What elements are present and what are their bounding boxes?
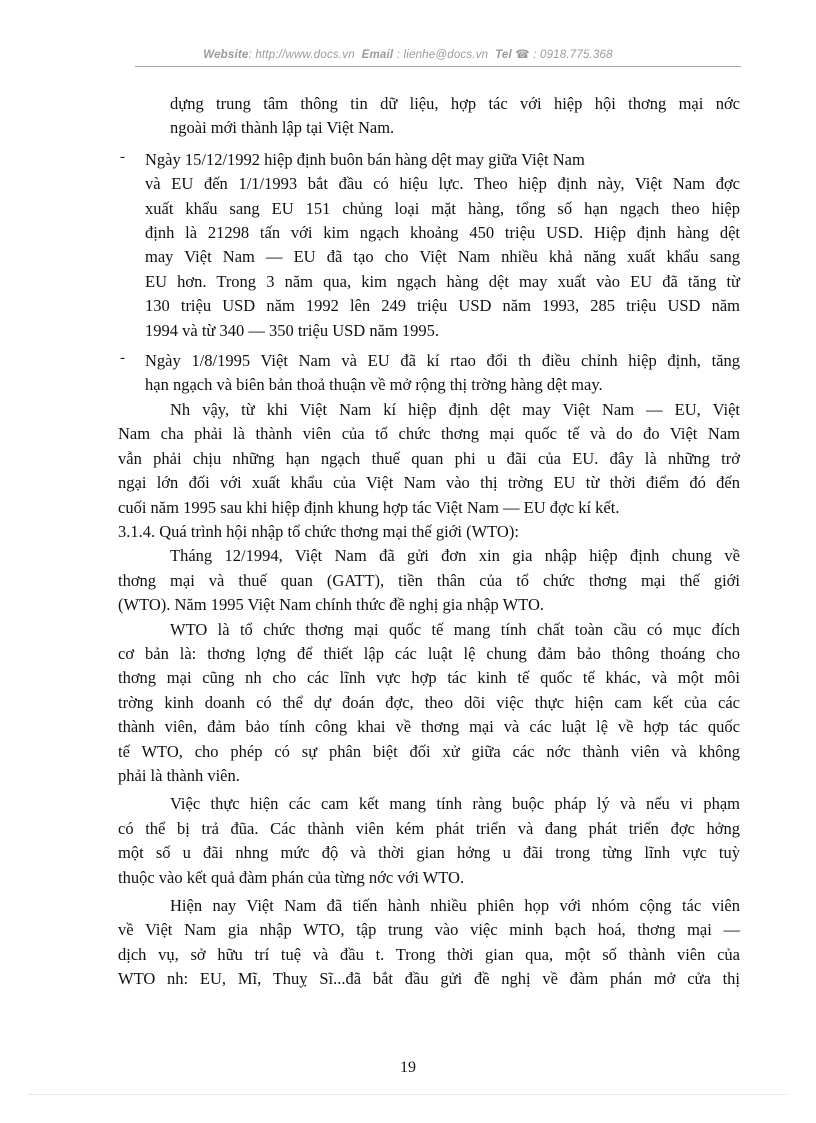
tel-label: Tel (495, 49, 512, 61)
text-line: Việc thực hiện các cam kết mang tính ràng buộc pháp lý và nếu vi phạm (170, 794, 740, 814)
text-line: thuộc vào kết quả đàm phán của từng nớc với WTO. (118, 867, 465, 887)
bullet-dash: - (120, 148, 125, 165)
text-line: tế WTO, cho phép có sự phân biệt đối xử giữa các nớc thành viên và không (118, 741, 740, 761)
text-line: Ngày 15/12/1992 hiệp định buôn bán hàng dệt may giữa Việt Nam (145, 149, 585, 169)
website-label: Website (203, 49, 249, 61)
continuation-paragraph (118, 92, 740, 141)
page-number: 19 (400, 1059, 416, 1076)
text-line: (WTO). Năm 1995 Việt Nam chính thức đề nghị gia nhập WTO. (118, 595, 545, 615)
section-heading: 3.1.4. Quá trình hội nhập tổ chức thơng mại thế giới (WTO): (118, 521, 519, 541)
text-line: một số u đãi nhng mức độ và thời gian hởng u đãi trong từng lĩnh vực tuỳ (118, 843, 740, 863)
paragraph-negotiations (118, 894, 740, 992)
text-line: WTO là tổ chức thơng mại quốc tế mang tính chất toàn cầu có mục đích (170, 619, 740, 639)
text-line: thơng mại cũng nh cho các lĩnh vực hợp tác kinh tế quốc tế khác, và một môi (118, 668, 740, 688)
paragraph-eu-agreement (118, 398, 740, 520)
tel-value: ☎ : 0918.775.368 (515, 49, 613, 61)
text-line: ngại lớn đối với xuất khẩu của Việt Nam vào thị trờng EU từ thời điểm đó đến (118, 473, 740, 493)
text-line: Ngày 1/8/1995 Việt Nam và EU đã kí rtao đổi th điều chỉnh hiệp định, tăng (145, 351, 740, 371)
paragraph-wto-definition (118, 618, 740, 789)
text-line: Nh vậy, từ khi Việt Nam kí hiệp định dệt may Việt Nam — EU, Việt (170, 399, 740, 419)
text-line: dựng trung tâm thông tin dữ liệu, hợp tác với hiệp hội thơng mại nớc (170, 94, 740, 113)
text-line: có thể bị trả đũa. Các thành viên kém phát triển và đang phát triển đợc hởng (118, 818, 740, 838)
text-line: 130 triệu USD năm 1992 lên 249 triệu USD năm 1993, 285 triệu USD năm (145, 296, 740, 316)
bullet-item-textile-agreement (118, 148, 740, 343)
text-line: WTO nh: EU, Mĩ, Thuỵ Sĩ...đã bắt đầu gửi đề nghị về đàm phán mở cửa thị (118, 969, 740, 989)
header-divider (135, 66, 741, 67)
document-body (118, 92, 740, 992)
text-line: thơng mại và thuế quan (GATT), tiền thân của tổ chức thơng mại thế giới (118, 570, 740, 590)
text-line: Hiện nay Việt Nam đã tiến hành nhiều phiên họp với nhóm cộng tác viên (170, 896, 740, 915)
email-label: Email (361, 49, 394, 61)
text-line: vẫn phải chịu những hạn ngạch thuế quan phi u đãi của EU. đây là những trở (118, 448, 740, 468)
text-line: cơ bản là: thơng lợng để thiết lập các luật lệ chung đảm bảo thông thoáng cho (118, 643, 740, 663)
text-line: thành viên, đảm bảo tính công khai về thơng mại và các luật lệ về hợp tác quốc (118, 717, 740, 737)
text-line: may Việt Nam — EU đã tạo cho Việt Nam nhiều khả năng xuất khẩu sang (145, 247, 740, 267)
paragraph-gatt-application (118, 544, 740, 617)
text-line: Tháng 12/1994, Việt Nam đã gửi đơn xin gia nhập hiệp định chung về (170, 546, 740, 566)
text-line: xuất khẩu sang EU 151 chủng loại mặt hàng, tổng số hạn ngạch theo hiệp (145, 198, 740, 218)
text-line: Nam cha phải là thành viên của tổ chức thơng mại quốc tế và do đo Việt Nam (118, 424, 740, 444)
text-line: hạn ngạch và biên bản thoả thuận về mở rộng thị trờng hàng dệt may. (145, 375, 603, 395)
text-line: phải là thành viên. (118, 765, 240, 785)
text-line: và EU đến 1/1/1993 bắt đầu có hiệu lực. Theo hiệp định này, Việt Nam đợc (145, 174, 740, 194)
email-value: : lienhe@docs.vn (396, 49, 489, 61)
paragraph-commitments (118, 792, 740, 890)
text-line: ngoài mới thành lập tại Việt Nam. (170, 118, 395, 138)
text-line: về Việt Nam gia nhập WTO, tập trung vào việc minh bạch hoá, thơng mại — (118, 920, 740, 940)
website-value: : http://www.docs.vn (248, 49, 355, 61)
text-line: định là 21298 tấn với kim ngạch khoảng 450 triệu USD. Hiệp định hàng dệt (145, 223, 740, 243)
text-line: 1994 và từ 340 — 350 triệu USD năm 1995. (145, 320, 440, 340)
bullet-item-quota-adjustment (118, 349, 740, 398)
bullet-dash: - (120, 350, 125, 367)
page-header (0, 47, 816, 61)
text-line: trờng kinh doanh có thể dự đoán đợc, theo dõi việc thực hiện cam kết của các (118, 692, 740, 712)
text-line: dịch vụ, sở hữu trí tuệ và đầu t. Trong thời gian qua, một số thành viên của (118, 944, 740, 964)
page-bottom-border (28, 1094, 788, 1095)
text-line: EU hơn. Trong 3 năm qua, kim ngạch hàng dệt may xuất vào EU đã tăng từ (145, 271, 740, 291)
text-line: cuối năm 1995 sau khi hiệp định khung hợp tác Việt Nam — EU đợc kí kết. (118, 497, 620, 517)
